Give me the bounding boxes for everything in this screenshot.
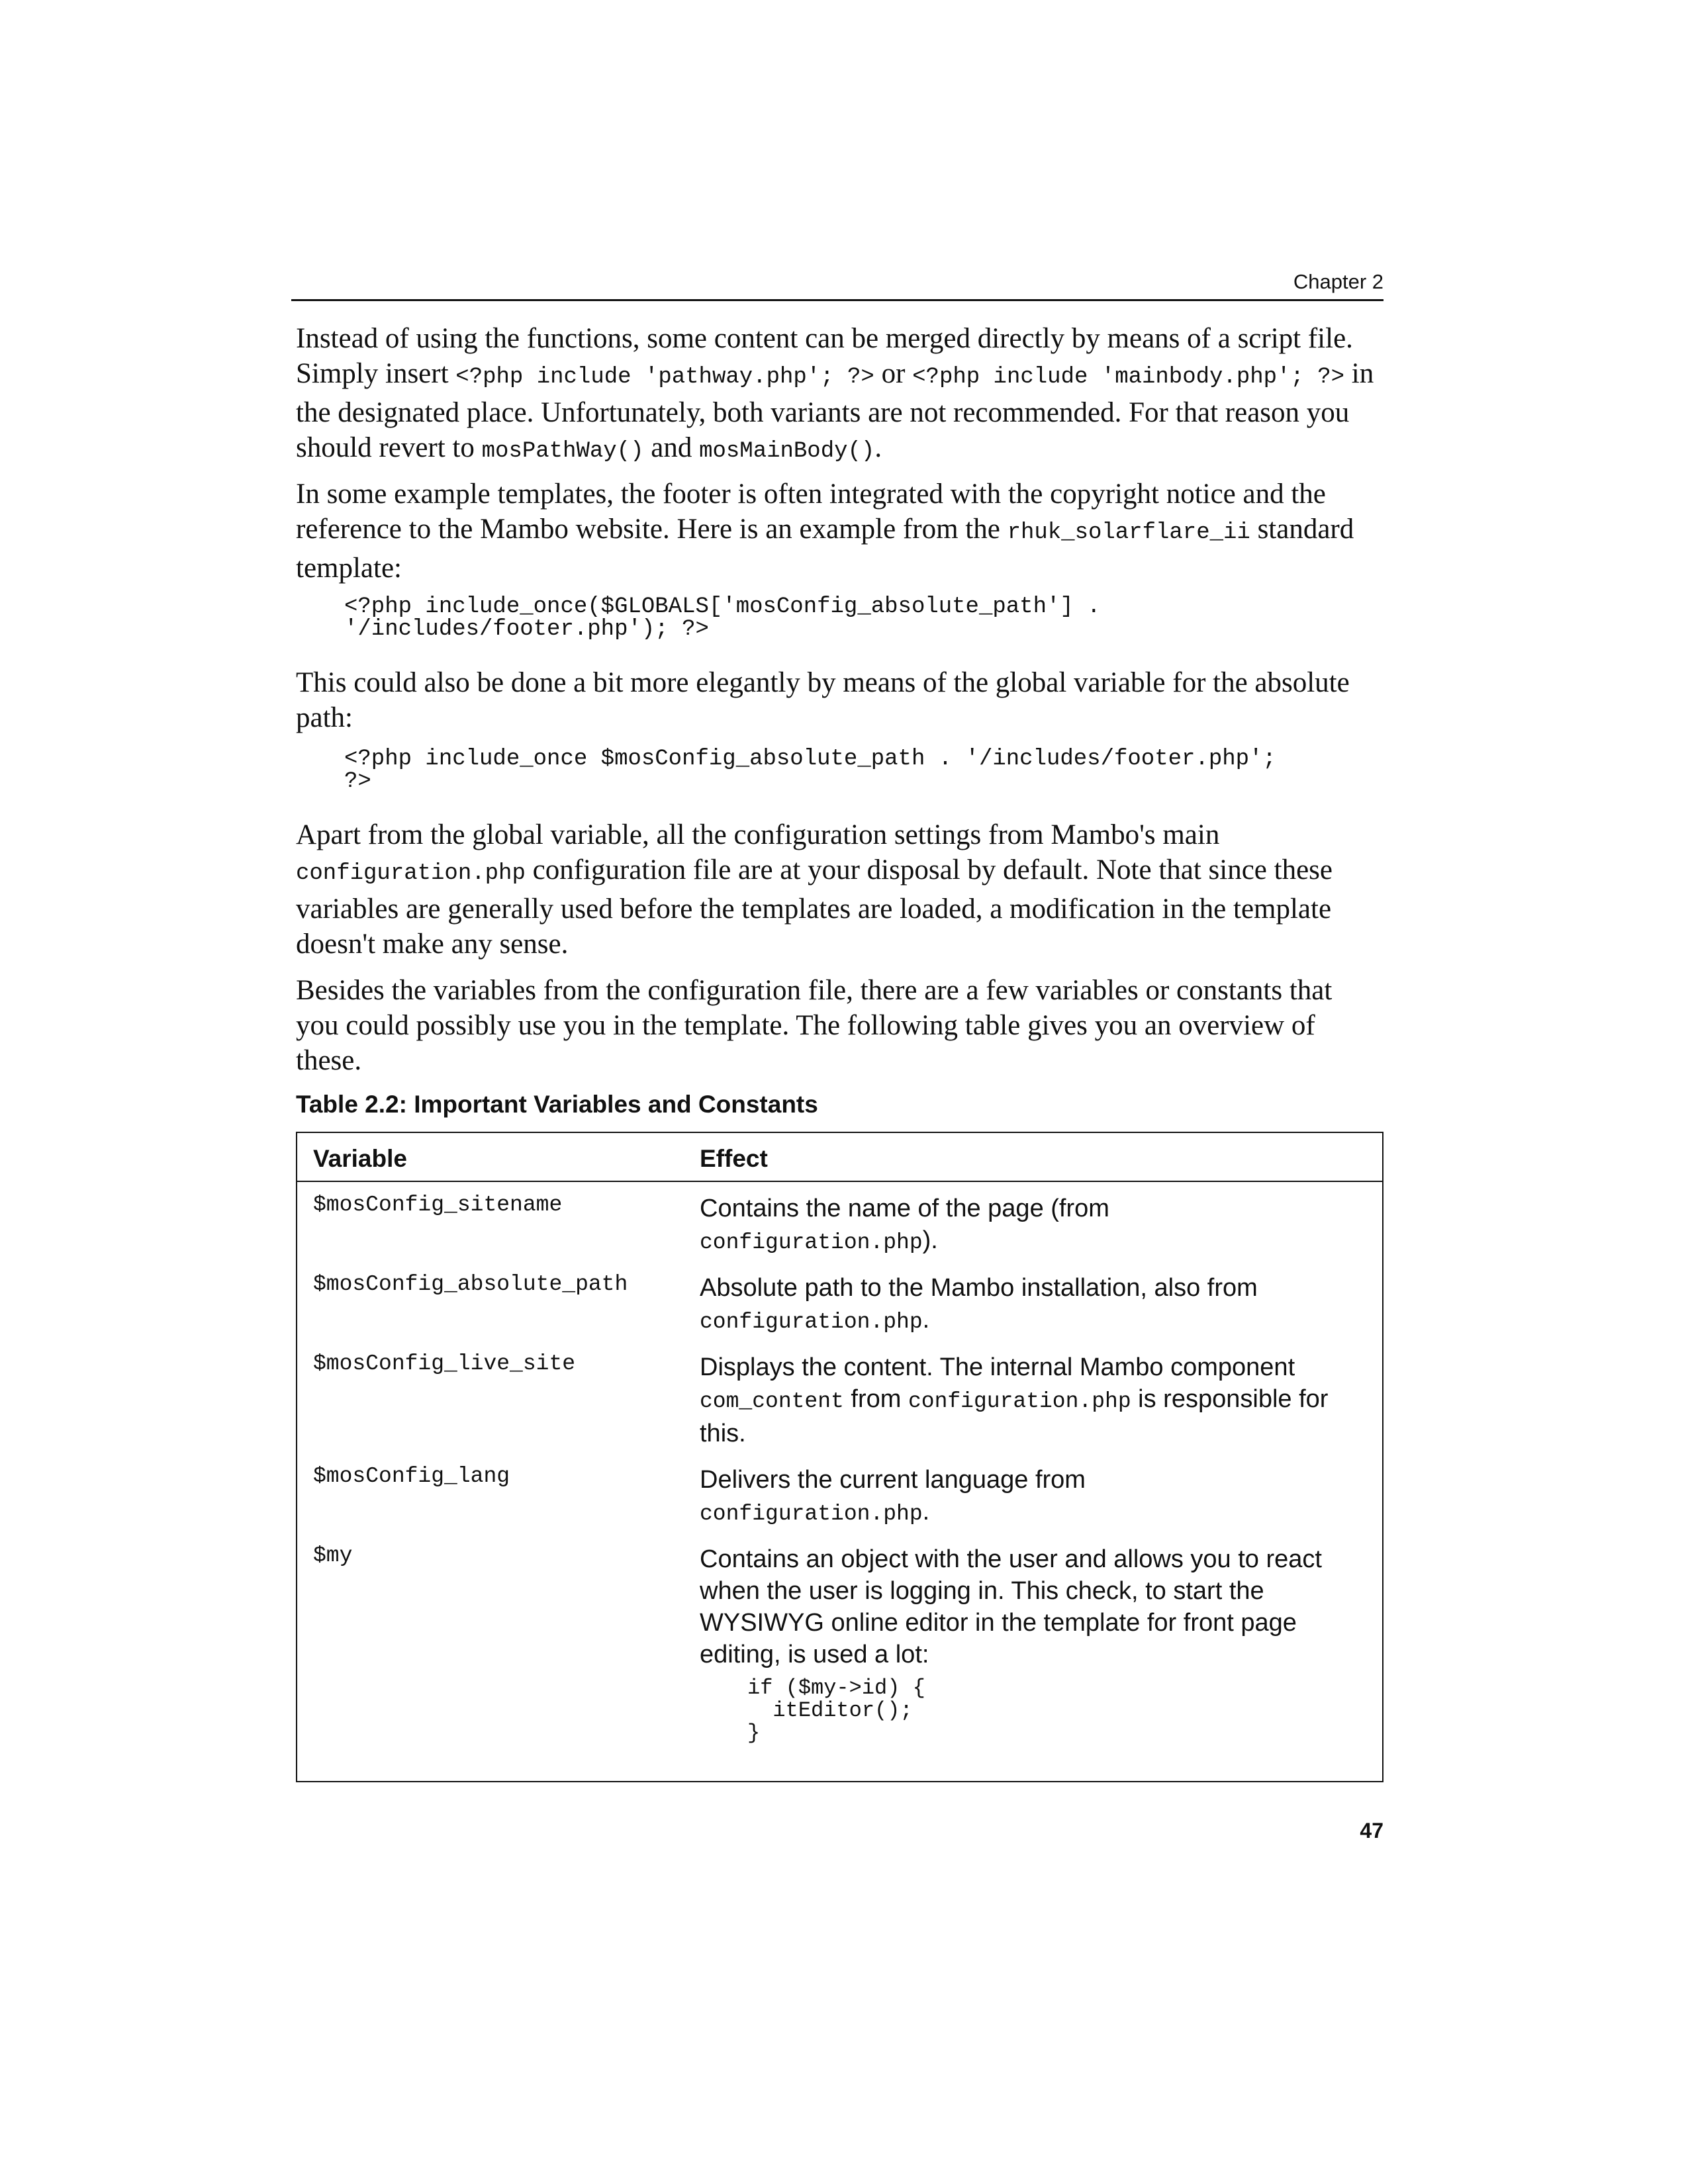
code-line: }	[747, 1721, 761, 1745]
code-line: '/includes/footer.php'); ?>	[344, 617, 709, 642]
code-line: itEditor();	[747, 1698, 913, 1723]
inline-code: configuration.php	[700, 1502, 923, 1526]
column-header-effect: Effect	[700, 1145, 768, 1172]
inline-code: configuration.php	[700, 1230, 923, 1255]
inline-code: com_content	[700, 1389, 844, 1414]
inline-code: rhuk_solarflare_ii	[1007, 520, 1250, 545]
table-cell-effect: Delivers the current language from configuration.php.	[700, 1466, 1086, 1526]
inline-code: configuration.php	[700, 1310, 923, 1334]
paragraph-include-script: Instead of using the functions, some content can be merged directly by means of a script file. Simply insert <?php include 'pathway.php'; ?> or <?php include 'mainbody.php'; ?> in the designated place. Unfortunately, both variants are not recommended. For that reason you should revert to mosPathWay() and mosMainBody().	[296, 323, 1374, 464]
variables-table	[296, 1132, 1383, 1782]
table-cell-variable: $mosConfig_absolute_path	[313, 1272, 628, 1297]
page-number: 47	[1360, 1819, 1383, 1843]
code-line: ?>	[344, 769, 371, 794]
paragraph-global-variable: This could also be done a bit more elegantly by means of the global variable for the absolute path:	[296, 667, 1350, 733]
table-cell-effect: Contains an object with the user and allows you to react when the user is logging in. This check, to start the WYSIWYG online editor in the template for front page editing, is used a lot:	[700, 1545, 1322, 1668]
inline-code: <?php include 'pathway.php'; ?>	[455, 365, 874, 390]
header-rule	[291, 299, 1383, 301]
table-cell-variable: $my	[313, 1543, 353, 1568]
inline-code: mosPathWay()	[481, 439, 644, 464]
inline-code: <?php include 'mainbody.php'; ?>	[912, 365, 1345, 390]
paragraph-table-intro: Besides the variables from the configuration file, there are a few variables or constants that you could possibly use you in the template. The following table gives you an overview of these.	[296, 975, 1333, 1076]
inline-code: configuration.php	[908, 1389, 1131, 1414]
chapter-label: Chapter 2	[1293, 270, 1383, 293]
code-block-include-once-globals	[344, 596, 1101, 641]
table-cell-effect: Absolute path to the Mambo installation, also from configuration.php.	[700, 1274, 1258, 1334]
table-cell-variable: $mosConfig_live_site	[313, 1351, 576, 1376]
paragraph-footer-example: In some example templates, the footer is often integrated with the copyright notice and the reference to the Mambo website. Here is an example from the rhuk_solarflare_ii standard template:	[296, 478, 1354, 584]
code-line: <?php include_once $mosConfig_absolute_path . '/includes/footer.php';	[344, 747, 1276, 772]
paragraph-configuration-settings: Apart from the global variable, all the configuration settings from Mambo's main configuration.php configuration file are at your disposal by default. Note that since these variables are generally used before the templates are loaded, a modification in the template doesn't make any sense.	[296, 819, 1333, 960]
table-code-block	[747, 1677, 925, 1745]
table-cell-variable: $mosConfig_lang	[313, 1464, 510, 1488]
table-caption: Table 2.2: Important Variables and Constants	[296, 1091, 818, 1118]
table-header-row	[297, 1133, 1382, 1182]
table-cell-effect: Contains the name of the page (from configuration.php).	[700, 1195, 1109, 1255]
inline-code: configuration.php	[296, 861, 526, 886]
table-cell-variable: $mosConfig_sitename	[313, 1193, 563, 1217]
code-block-include-once-path	[344, 748, 1276, 793]
table-cell-effect: Displays the content. The internal Mambo component com_content from configuration.php is responsible for this.	[700, 1353, 1329, 1447]
code-line: if ($my->id) {	[747, 1676, 925, 1700]
code-line: <?php include_once($GLOBALS['mosConfig_absolute_path'] .	[344, 594, 1101, 619]
inline-code: mosMainBody()	[699, 439, 875, 464]
column-header-variable: Variable	[313, 1145, 407, 1172]
